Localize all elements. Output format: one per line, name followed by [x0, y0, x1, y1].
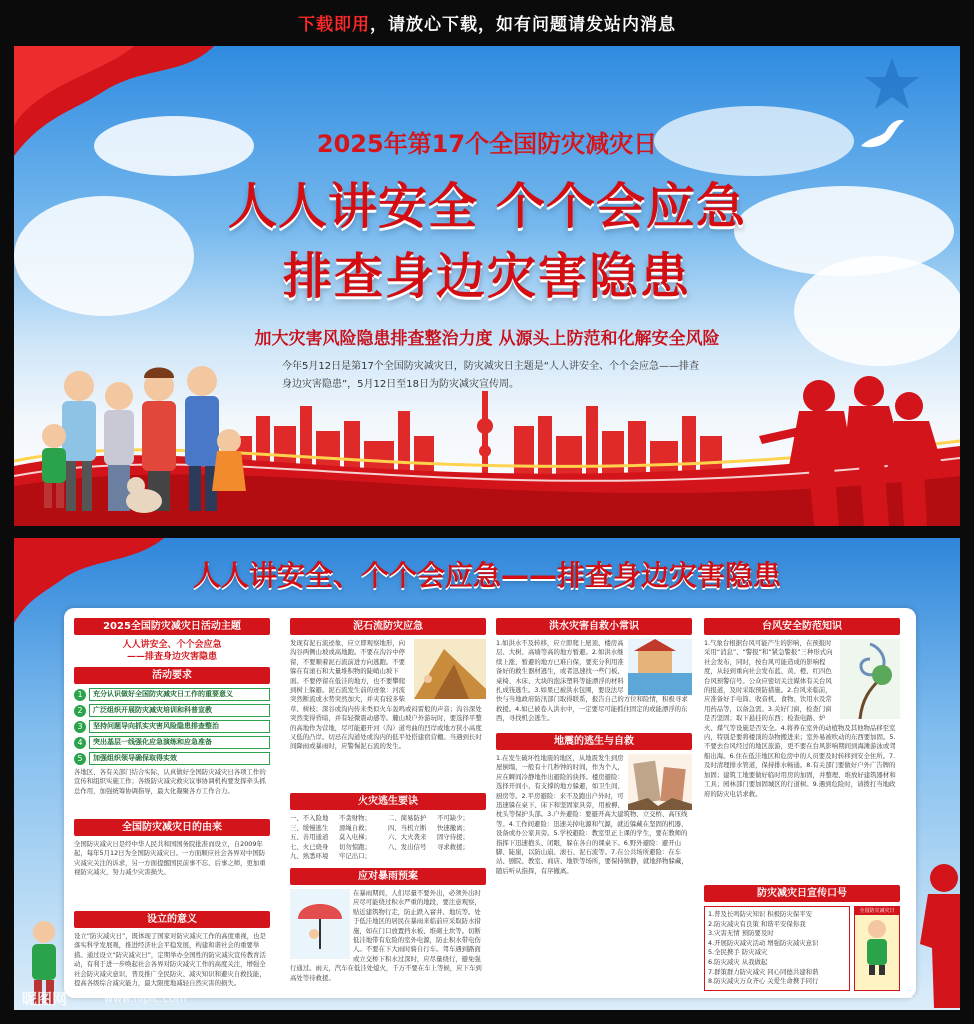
section-header-meaning: 设立的意义 — [74, 911, 270, 928]
section-header-flood: 洪水灾害自救小常识 — [496, 618, 692, 635]
notice-highlight: 下载即用 — [298, 14, 370, 35]
umbrella-illustration-icon — [290, 889, 350, 959]
mudslide-block — [290, 639, 486, 789]
fire-rule: 莫入电梯； — [339, 833, 371, 842]
requirement-item: 2 广泛组织开展防灾减灾培训和科普宣教 — [74, 704, 270, 717]
watermark-site: www.nipic.com — [104, 992, 187, 1005]
meaning-text: 设立“防灾减灾日”，既体现了国家对防灾减灾工作的高度重视，也是落实科学发展观，推进经济社会平稳发展，构建和谐社会的重要举措。通过设立“防灾减灾日”，定期举办全国性的防灾减灾宣传教育活动，有利于进一步唤起社会各界对防灾减灾工作的高度关注，增强全社会防灾减灾意识，普及推广全民防灾、减灾知识和避灾自救技能，提高各级综合减灾能力，最大限度地减轻自然灾害的损失。 — [74, 932, 266, 988]
fire-rule: 五、善用通道 — [290, 833, 329, 842]
fire-rule: 切勿惊跑； — [339, 842, 371, 851]
section-header-slogans: 防灾减灾日宣传口号 — [704, 885, 900, 902]
headline-line-1: 人人讲安全 个个会应急 — [227, 178, 747, 235]
requirement-item: 4 突出基层一线强化应急演练和应急准备 — [74, 736, 270, 749]
fire-rule: 六、大火袭来 — [388, 833, 427, 842]
child-illustration-icon — [857, 915, 897, 975]
earthquake-illustration-icon — [628, 754, 692, 810]
typhoon-block — [704, 639, 900, 881]
main-banner — [14, 46, 960, 526]
fire-rule: 快速撤离； — [437, 823, 469, 832]
fire-rule: 二、简易防护 — [388, 814, 427, 822]
number-badge: 2 — [74, 705, 86, 717]
fire-rule: 九、熟悉环境 — [290, 852, 329, 861]
list-item: 3.灾害无情 预防要及时 — [708, 929, 774, 938]
poster-badge: 全国防灾减灾日 — [855, 907, 899, 915]
column-mudslide-fire — [290, 618, 486, 1007]
fire-rule: 固守待援； — [437, 833, 469, 842]
footer-bar — [0, 1010, 974, 1024]
fire-rule: 七、火已烧身 — [290, 842, 329, 851]
content-board — [64, 608, 916, 998]
headline-line-2: 排查身边灾害隐患 — [282, 248, 691, 305]
fire-rule: 八、发出信号 — [388, 842, 427, 851]
section-header-typhoon: 台风安全防范知识 — [704, 618, 900, 635]
list-item: 8.防灾减灾万众齐心 关爱生命携手同行 — [708, 977, 819, 986]
section-header-mudslide: 泥石流防灾应急 — [290, 618, 486, 635]
board-title: 人人讲安全、个个会应急——排查身边灾害隐患 — [192, 559, 781, 592]
list-item: 5.全民携手 防灾减灾 — [708, 948, 768, 957]
star-icon — [862, 54, 922, 114]
download-notice — [0, 0, 974, 44]
flood-illustration-icon — [628, 639, 692, 695]
subtitle: 加大灾害风险隐患排查整治力度 从源头上防范和化解安全风险 — [254, 329, 720, 349]
event-year-title: 2025年第17个全国防灾减灾日 — [316, 130, 658, 158]
section-header-origin: 全国防灾减灾日的由来 — [74, 819, 270, 836]
fire-rule: 滑绳自救； — [339, 823, 371, 832]
list-item: 4.开展防灾减灾活动 增强防灾减灾意识 — [708, 938, 819, 947]
rescuers-silhouette-icon — [759, 366, 959, 526]
watermark-id: ID:23061734 NO:20250429105513991101 — [700, 990, 914, 1001]
fire-rule: 不可缺少； — [437, 814, 469, 822]
requirement-item: 1 充分认识做好全国防灾减灾日工作的重要意义 — [74, 688, 270, 701]
watermark-logo: 昵图网 — [22, 990, 68, 1008]
number-badge: 5 — [74, 753, 86, 765]
list-item: 6.防灾减灾 从我做起 — [708, 957, 768, 966]
section-header-theme: 2025全国防灾减灾日活动主题 — [74, 618, 270, 635]
list-item: 7.群策群力防灾减灾 同心同德共建和谐 — [708, 967, 819, 976]
rainstorm-text: 在暴雨期间，人们尽量不要外出，必须外出时应尽可能绕过积水严重的地段，要注意观察，贴近建筑物行走，防止跌入窨井、地坑等。处于低洼地区的居民在暴雨来临前应采取防水措施，如在门口放置挡水板、堆砌土坎等。切断低洼地带有危险的室外电源，防止积水带电伤人。不要在下大雨时骑自行车。驾车遇到路面或立交桥下积水过深时，应尽量绕行，避免强行通过。雨天，汽车在低洼处熄火，千万不要在车上等候，应下车到高处等待救援。 — [290, 888, 482, 982]
requirement-item: 5 加强组织领导确保取得实效 — [74, 752, 270, 765]
flood-block — [496, 639, 692, 729]
knowledge-board — [14, 538, 960, 1010]
intro-paragraph: 今年5月12日是第17个全国防灾减灾日，防灾减灾日主题是“人人讲安全、个个会应急——排查身边灾害隐患”，5月12日至18日为防灾减灾宣传周。 — [282, 361, 699, 390]
column-typhoon-slogans — [704, 618, 900, 991]
typhoon-text: 1.气象台根据台风可能产生的影响，在预报时采用“消息”、“警报”和“紧急警报”三种形式向社会发布，同时，按台风可能造成的影响程度，从轻到重向社会发布蓝、黄、橙、红四色台风预警信号。公众应密切关注媒体有关台风的报道，及时采取预防措施。2.台风来临前，应准备好手电筒、收音机、食物、饮用水及常用药品等，以备急需。3.关好门窗，检查门窗是否坚固；取下悬挂的东西；检查电路、炉火、煤气等设施是否安全。4.将养在室外的动植物及其他物品移至室内，特别是要将楼顶的杂物搬进来；室外易被吹动的东西要加固。5.不要去台风经过的地区旅游，更不要在台风影响期间到海滩游泳或驾船出海。6.住在低洼地区和危房中的人员要及时转移到安全住所。7.及时清理排水管道，保持排水畅通。8.有关部门要做好户外广告牌的加固；建筑工地要做好临时用房的加固，并整理、堆放好建筑器材和工具；园林部门要加固城区的行道树。9.遇到危险时，请拨打当地政府的防灾电话求救。 — [704, 639, 896, 798]
slogan-list — [704, 906, 850, 991]
list-item: 2.防灾减灾有良策 和谐平安保你我 — [708, 919, 806, 928]
notice-text: ，请放心下载，如有问题请发站内消息 — [370, 14, 676, 35]
requirement-item: 3 坚持问题导向抓实灾害风险隐患排查整治 — [74, 720, 270, 733]
section-header-requirements: 活动要求 — [74, 667, 270, 684]
theme-line-1: 人人讲安全、个个会应急 — [122, 640, 222, 650]
requirement-text: 各地区、各有关部门结合实际，认真做好全国防灾减灾日各项工作的宣传和组织实施工作；各级防灾减灾救灾议事协调机构要发挥牵头抓总作用，加强统筹协调指导，最大化凝聚各方工作合力。 — [74, 768, 266, 795]
section-header-rainstorm: 应对暴雨预案 — [290, 868, 486, 885]
family-illustration-icon — [24, 356, 254, 526]
rescuer-silhouette-icon — [914, 858, 960, 1008]
number-badge: 1 — [74, 689, 86, 701]
fire-rule: 四、当机立断 — [388, 823, 427, 832]
earthquake-text: 1.在发生破坏性地震的地区，从地震发生到房屋倒塌，一般有十几秒钟的时间，作为个人，应在瞬间冷静地作出避险的抉择。楼房避险：选择开间小、有支撑的地方躲避，如卫生间、厨房等。2.平房避险：来不及跑出户外时，可迅速躲在桌下、床下和坚固家具旁，用被褥、枕头等保护头部。3.户外避险：要避开高大建筑物、立交桥、高压线等。4.工作间避险：迅速关掉电源和气源，就近躲藏在坚固的机器、设备或办公家具旁。5.学校避险：教室里正上课的学生，要在教师的指挥下迅速抱头、闭眼，躲在各自的课桌下。6.野外避险：避开山脚、陡崖，以防山崩、滚石、泥石流等。7.在公共场所避险：在车站、剧院、教室、商店、地铁等场所，要保持镇静，就地择物躲藏，随后听从指挥，有序撤离。 — [496, 754, 688, 875]
rainstorm-block — [290, 889, 486, 1007]
flood-text: 1.如洪水不及转移，应立即爬上屋顶、楼房高层、大树、高墙等高的地方暂避。2.如洪水继续上涨，暂避的地方已难自保，要充分利用准备好的救生器材逃生，或者迅速找一些门板、桌椅、木床、大块的泡沫塑料等能漂浮的材料扎成筏逃生。3.如果已被洪水包围，要设法尽快与当地政府防汛部门取得联系，报告自己的方位和险情，积极寻求救援。4.如已被卷入洪水中，一定要尽可能抓住固定的或能漂浮的东西，寻找机会逃生。 — [496, 639, 688, 723]
mudslide-illustration-icon — [414, 639, 486, 699]
fire-rule: 牢记出口； — [339, 852, 371, 861]
poster-thumbnail — [854, 906, 900, 991]
section-header-earthquake: 地震的逃生与自救 — [496, 733, 692, 750]
column-flood-quake — [496, 618, 692, 1008]
theme-line-2: ——排查身边灾害隐患 — [126, 652, 217, 662]
earthquake-block — [496, 754, 692, 1008]
fire-rule: 一、不入险地 — [290, 814, 329, 822]
section-header-fire: 火灾逃生要诀 — [290, 793, 486, 810]
number-badge: 3 — [74, 721, 86, 733]
column-theme — [74, 618, 270, 1004]
mudslide-text: 发现有泥石流迹象，应立即观察地形，向沟谷两侧山坡或高地跑。不要在沟谷中停留，不要顺着泥石流前进方向逃跑。不要躲在有滚石和大量堆积物的陡峭山坡下面。不要停留在低洼的地方，也不要攀爬到树上躲避。泥石流发生前的迹象：河流突然断流或水势突然加大，并夹有较多柴草、树枝；深谷或沟内传来类似火车轰鸣或闷雷般的声音；沟谷深处突然变得昏暗，并有轻微震动感等。麓山坡户外游玩时，要选择平整的高地作为营地，尽可能避开河（沟）道弯曲的凹岸或地方狭小高度又低的凸岸。切忌在沟道处或沟内的低平处搭建宿营棚。当遇到长时间降雨或暴雨时，应警惕泥石流的发生。 — [290, 639, 482, 751]
fire-rule: 寻求救援； — [437, 842, 469, 851]
number-badge: 4 — [74, 737, 86, 749]
list-item: 1.普及长鸣防灾知识 积极防灾保平安 — [708, 910, 812, 918]
fire-rule: 三、缓慢逃生 — [290, 823, 329, 832]
fire-rules-grid — [290, 814, 486, 862]
fire-rule: 不贪财物； — [339, 814, 371, 822]
typhoon-illustration-icon — [840, 639, 900, 719]
origin-text: 全国防灾减灾日是经中华人民共和国国务院批准而设立，自2009年起，每年5月12日为全国防灾减灾日。一方面顺应社会各界对中国防灾减灾关注的诉求，另一方面提醒国民前事不忘、后事之师，更加重视防灾减灾，努力减少灾害损失。 — [74, 840, 266, 877]
